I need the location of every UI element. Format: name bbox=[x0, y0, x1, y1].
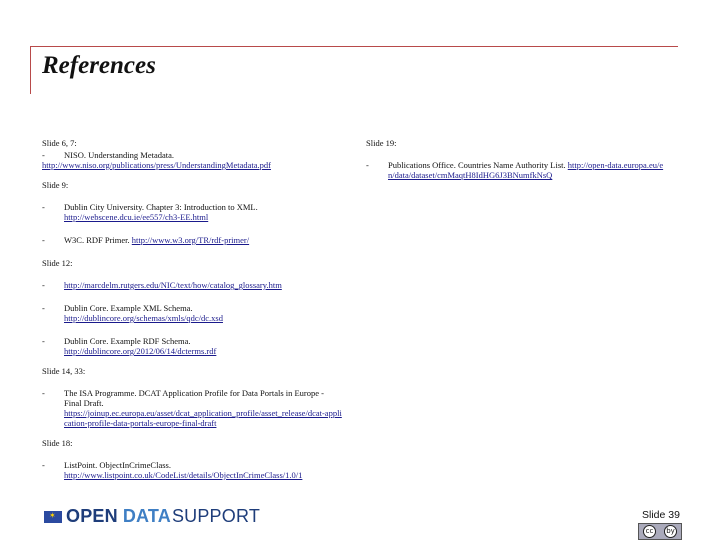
reference-entry bbox=[42, 235, 342, 245]
reference-link[interactable]: http://webscene.dcu.ie/ee557/ch3-EE.html bbox=[64, 212, 209, 222]
reference-link[interactable]: http://www.niso.org/publications/press/UnderstandingMetadata.pdf bbox=[42, 160, 271, 170]
reference-text: NISO. Understanding Metadata. bbox=[64, 150, 175, 160]
slide-label: Slide 14, 33: bbox=[42, 366, 86, 376]
slide-title: References bbox=[42, 52, 156, 79]
reference-link[interactable]: http://www.w3.org/TR/rdf-primer/ bbox=[131, 235, 250, 245]
slide-label: Slide 18: bbox=[42, 438, 73, 448]
logo-support-text: SUPPORT bbox=[171, 506, 261, 526]
reference-entry bbox=[42, 280, 342, 290]
reference-entry bbox=[42, 336, 342, 356]
bullet: - bbox=[42, 303, 45, 313]
reference-link[interactable]: http://www.listpoint.co.uk/CodeList/details/ObjectInCrimeClass/1.0/1 bbox=[64, 470, 303, 480]
reference-entry bbox=[366, 160, 666, 180]
reference-text: Publications Office. Countries Name Authority List. bbox=[388, 160, 566, 170]
right-reference-column bbox=[366, 138, 666, 180]
slide-number: Slide 39 bbox=[642, 509, 680, 521]
reference-text: Dublin City University. Chapter 3: Introduction to XML. bbox=[64, 202, 258, 212]
title-frame-top-line bbox=[30, 46, 678, 47]
creative-commons-icon bbox=[638, 523, 682, 540]
left-reference-column bbox=[42, 138, 342, 480]
reference-link[interactable]: https://joinup.ec.europa.eu/asset/dcat_application_profile/asset_release/dcat-application-profile-data-portals-europe-final-draft bbox=[64, 408, 342, 428]
bullet: - bbox=[42, 202, 45, 212]
reference-link[interactable]: http://open-data.europa.eu/en/data/dataset/cmMaqtH8IdHG6J3BNumfkNsQ bbox=[388, 160, 664, 180]
reference-entry bbox=[42, 303, 342, 323]
bullet: - bbox=[42, 235, 45, 245]
reference-entry bbox=[42, 202, 342, 222]
reference-text: W3C. RDF Primer. bbox=[64, 235, 130, 245]
logo-open-text: OPEN bbox=[66, 506, 118, 526]
reference-entry bbox=[42, 460, 342, 480]
reference-text: Dublin Core. Example RDF Schema. bbox=[64, 336, 191, 346]
bullet: - bbox=[42, 460, 45, 470]
bullet: - bbox=[366, 160, 369, 170]
slide-label: Slide 19: bbox=[366, 138, 397, 148]
reference-link[interactable]: http://dublincore.org/2012/06/14/dcterms.rdf bbox=[64, 346, 217, 356]
eu-flag-icon bbox=[44, 511, 62, 523]
reference-text: ListPoint. ObjectInCrimeClass. bbox=[64, 460, 171, 470]
open-data-support-logo bbox=[44, 506, 260, 527]
reference-text: Dublin Core. Example XML Schema. bbox=[64, 303, 193, 313]
slide-label: Slide 9: bbox=[42, 180, 69, 190]
bullet: - bbox=[42, 280, 45, 290]
slide-label: Slide 6, 7: bbox=[42, 138, 77, 148]
bullet: - bbox=[42, 336, 45, 346]
bullet: - bbox=[42, 150, 45, 160]
reference-link[interactable]: http://dublincore.org/schemas/xmls/qdc/dc.xsd bbox=[64, 313, 223, 323]
reference-text: The ISA Programme. DCAT Application Profile for Data Portals in Europe - Final Draft. bbox=[64, 388, 324, 408]
title-frame-left-line bbox=[30, 46, 31, 94]
cc-mark: cc bbox=[643, 525, 656, 538]
bullet: - bbox=[42, 388, 45, 398]
logo-data-text: DATA bbox=[122, 506, 171, 526]
reference-link[interactable]: http://marcdelm.rutgers.edu/NIC/text/how/catalog_glossary.htm bbox=[64, 280, 282, 290]
reference-entry bbox=[42, 388, 342, 428]
slide-label: Slide 12: bbox=[42, 258, 73, 268]
reference-entry bbox=[42, 150, 342, 160]
by-mark: by bbox=[664, 525, 677, 538]
